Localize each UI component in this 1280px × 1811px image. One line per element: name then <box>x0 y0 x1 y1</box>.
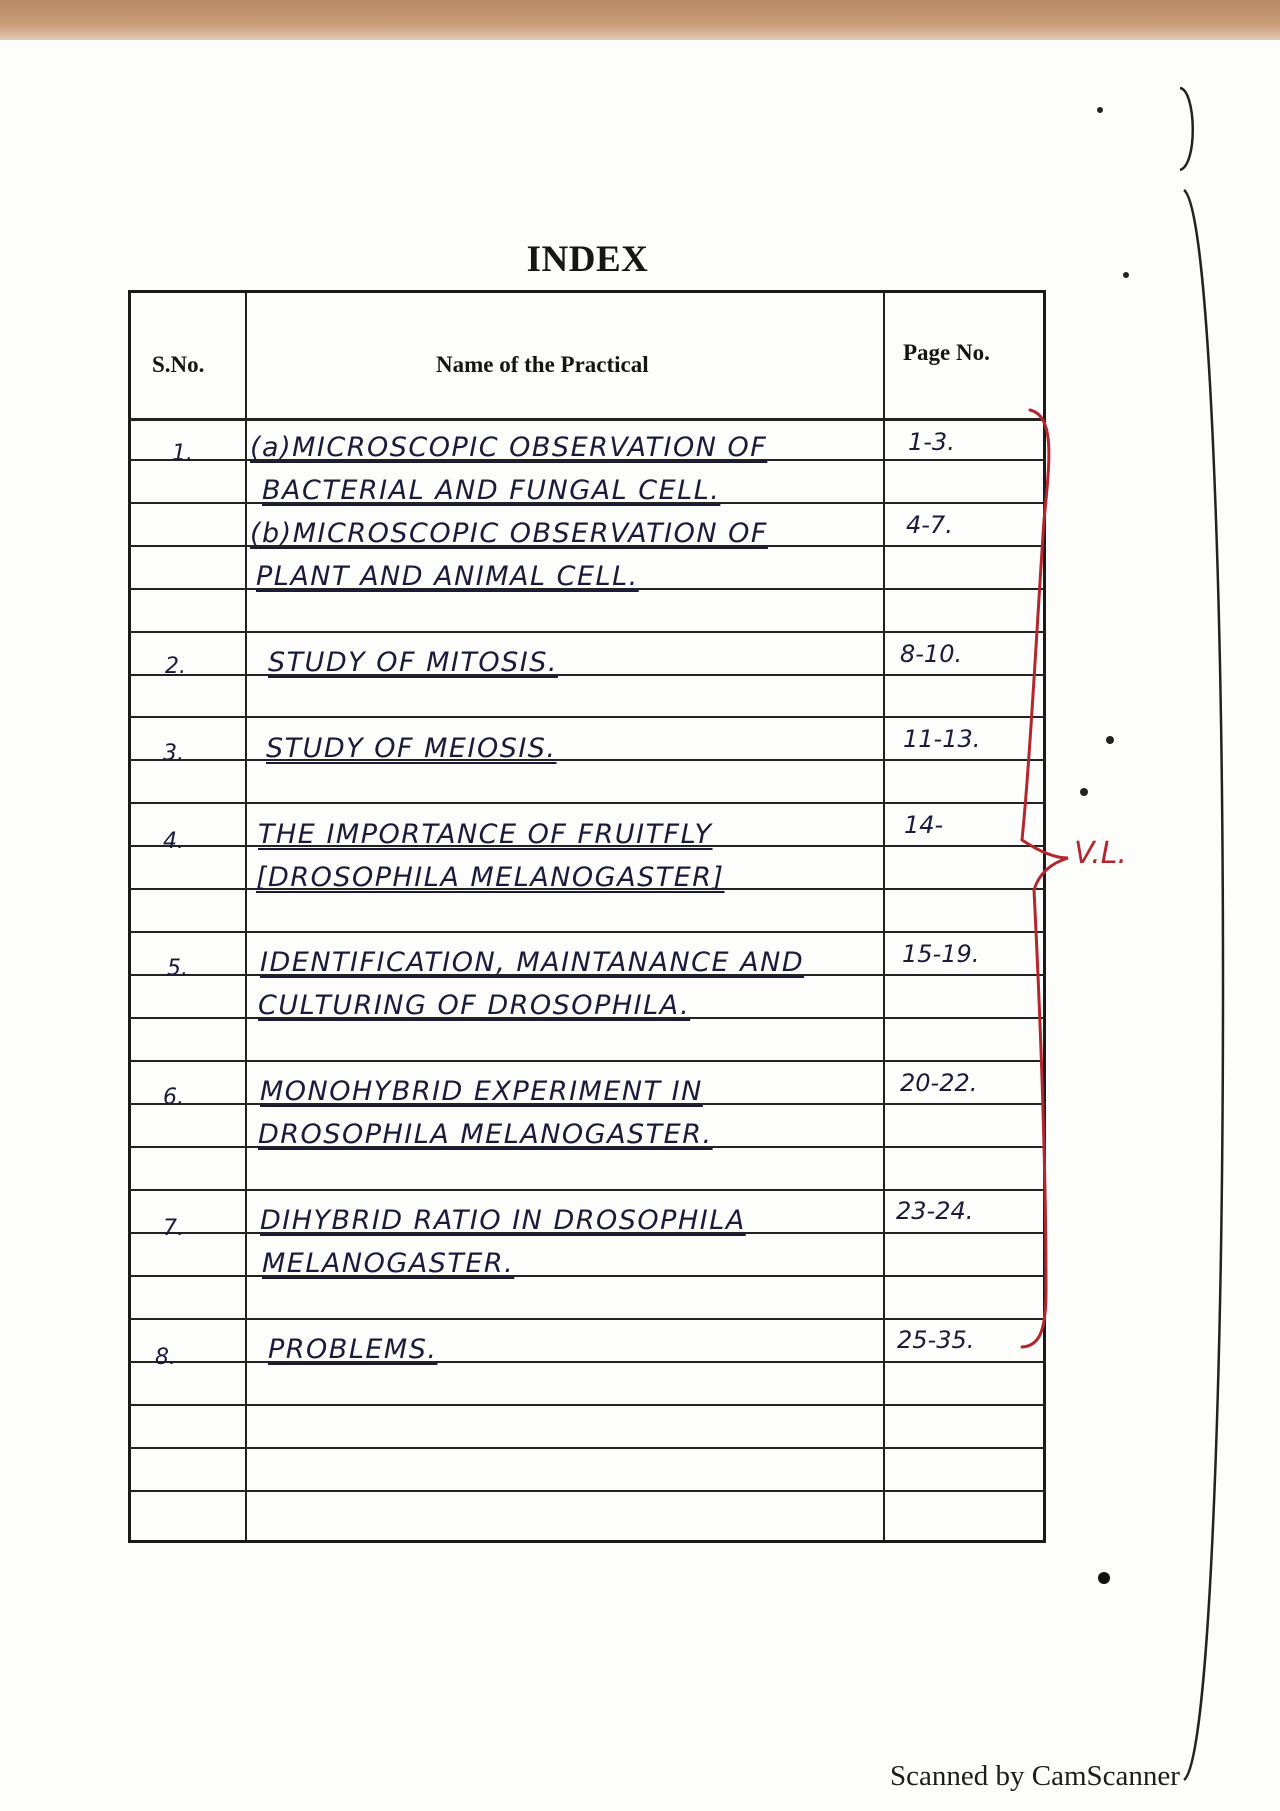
header-sno: S.No. <box>152 352 205 377</box>
row-sno: 4. <box>163 829 184 854</box>
page-range: 14- <box>904 811 944 839</box>
row-sno: 8. <box>155 1345 176 1370</box>
row-sno: 3. <box>163 741 184 766</box>
scanner-watermark: Scanned by CamScanner <box>890 1760 1180 1792</box>
practical-name-line: PLANT AND ANIMAL CELL. <box>256 561 639 592</box>
row-sno: 7. <box>163 1216 184 1241</box>
practical-name-line: THE IMPORTANCE OF FRUITFLY <box>258 819 713 850</box>
practical-name-line: STUDY OF MEIOSIS. <box>266 733 557 764</box>
practical-name-line: [DROSOPHILA MELANOGASTER] <box>256 862 725 893</box>
page-range: 20-22. <box>900 1069 978 1097</box>
header-page: Page No. <box>903 340 990 365</box>
header-name: Name of the Practical <box>436 352 649 377</box>
page-range: 1-3. <box>908 428 955 456</box>
practical-name-line: (a)MICROSCOPIC OBSERVATION OF <box>250 432 768 463</box>
page-range: 4-7. <box>906 511 953 539</box>
page-range: 25-35. <box>897 1326 975 1354</box>
practical-name-line: MONOHYBRID EXPERIMENT IN <box>260 1076 703 1107</box>
practical-name-line: MELANOGASTER. <box>262 1248 515 1279</box>
row-sno: 6. <box>163 1085 184 1110</box>
practical-name-line: CULTURING OF DROSOPHILA. <box>258 990 691 1021</box>
page-range: 8-10. <box>900 640 963 668</box>
row-sno: 2. <box>165 654 186 679</box>
page-range: 15-19. <box>902 940 980 968</box>
page-range: 11-13. <box>903 725 981 753</box>
practical-name-line: PROBLEMS. <box>268 1334 438 1365</box>
practical-name-line: DROSOPHILA MELANOGASTER. <box>258 1119 713 1150</box>
row-sno: 1. <box>172 441 193 466</box>
practical-name-line: DIHYBRID RATIO IN DROSOPHILA <box>260 1205 746 1236</box>
practical-name-line: (b)MICROSCOPIC OBSERVATION OF <box>250 518 768 549</box>
reviewer-initials: V.L. <box>1074 836 1127 871</box>
practical-name-line: STUDY OF MITOSIS. <box>268 647 558 678</box>
row-sno: 5. <box>167 956 188 981</box>
page-range: 23-24. <box>896 1197 974 1225</box>
practical-name-line: BACTERIAL AND FUNGAL CELL. <box>262 475 721 506</box>
practical-name-line: IDENTIFICATION, MAINTANANCE AND <box>260 947 805 978</box>
page-title: INDEX <box>526 239 649 280</box>
